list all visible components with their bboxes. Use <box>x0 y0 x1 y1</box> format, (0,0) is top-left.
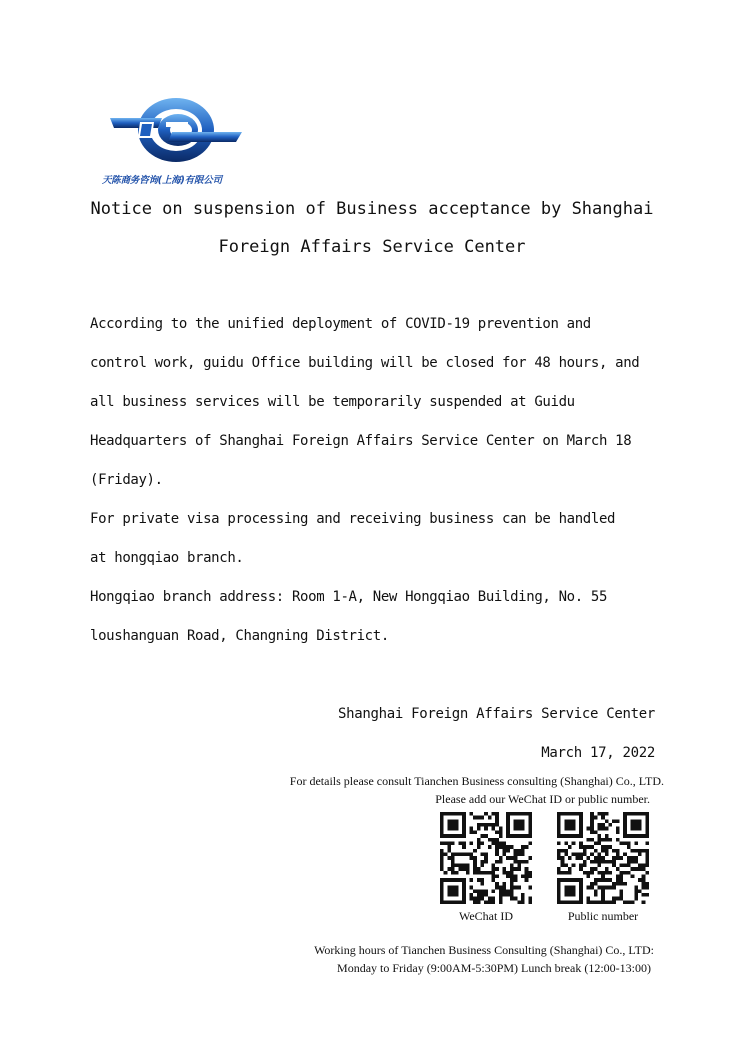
signature-organization: Shanghai Foreign Affairs Service Center <box>337 706 655 722</box>
body-line: For private visa processing and receiving business can be handled <box>90 511 616 527</box>
consult-line: For details please consult Tianchen Business consulting (Shanghai) Co., LTD. <box>289 774 664 788</box>
hours-line-2: Monday to Friday (9:00AM-5:30PM) Lunch break (12:00-13:00) <box>337 961 651 975</box>
body-line: at hongqiao branch. <box>90 550 244 566</box>
body-line: loushanguan Road, Changning District. <box>90 628 389 644</box>
wechat-id-label: WeChat ID <box>458 909 514 923</box>
public-number-label: Public number <box>567 909 639 923</box>
body-line: all business services will be temporarily suspended at Guidu <box>90 394 575 410</box>
body-line: Hongqiao branch address: Room 1-A, New Hongqiao Building, No. 55 <box>90 589 608 605</box>
signature-date: March 17, 2022 <box>541 745 655 761</box>
body-line: Headquarters of Shanghai Foreign Affairs Service Center on March 18 <box>90 433 632 449</box>
logo-caption: 天陈商务咨询(上海)有限公司 <box>102 175 222 186</box>
public-number-qr-code-icon <box>557 812 649 904</box>
body-line: control work, guidu Office building will be closed for 48 hours, and <box>90 355 640 371</box>
wechat-line: Please add our WeChat ID or public number. <box>435 792 650 806</box>
logo-emblem-icon <box>102 92 252 172</box>
hours-line-1: Working hours of Tianchen Business Consulting (Shanghai) Co., LTD: <box>314 943 654 957</box>
body-line: (Friday). <box>90 472 163 488</box>
body-line: According to the unified deployment of COVID-19 prevention and <box>90 316 591 332</box>
wechat-qr-code-icon <box>440 812 532 904</box>
notice-title-line-2: Foreign Affairs Service Center <box>218 237 526 257</box>
notice-title-line-1: Notice on suspension of Business acceptance by Shanghai <box>90 199 654 219</box>
